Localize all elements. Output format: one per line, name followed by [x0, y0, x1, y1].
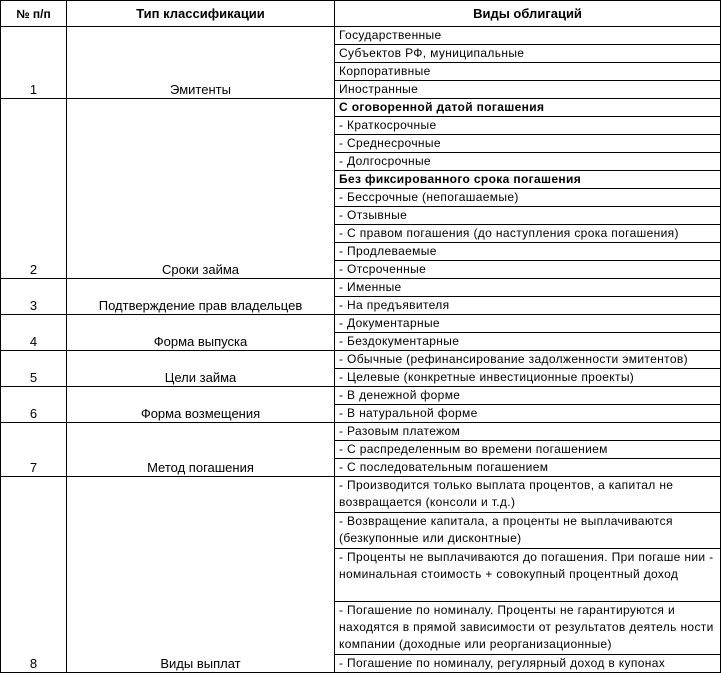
bond-kind-cell: - Краткосрочные	[335, 117, 721, 135]
bond-kind-cell: Корпоративные	[335, 63, 721, 81]
table-row	[1, 315, 721, 333]
row-number: 8	[1, 477, 67, 673]
row-number: 2	[1, 99, 67, 279]
bond-kind-cell: - Возвращение капитала, а проценты не выплачиваются (безкупонные или дисконтные)	[335, 513, 721, 549]
classification-type: Эмитенты	[67, 27, 335, 99]
classification-type: Форма возмещения	[67, 387, 335, 423]
row-number: 6	[1, 387, 67, 423]
bond-kind-cell: Без фиксированного срока погашения	[335, 171, 721, 189]
header-num: № п/п	[1, 1, 67, 27]
table-row	[1, 423, 721, 441]
bond-kind-cell: Государственные	[335, 27, 721, 45]
classification-type: Виды выплат	[67, 477, 335, 673]
bond-kind-cell: Субъектов РФ, муниципальные	[335, 45, 721, 63]
row-number: 5	[1, 351, 67, 387]
bond-kind-cell: - Погашение по номиналу, регулярный доход в купонах	[335, 655, 721, 673]
bond-kind-cell: - Среднесрочные	[335, 135, 721, 153]
table-row	[1, 387, 721, 405]
bond-kind-cell: - Производится только выплата процентов, а капитал не возвращается (консоли и т.д.)	[335, 477, 721, 513]
row-number: 1	[1, 27, 67, 99]
bond-kind-cell: - В натуральной форме	[335, 405, 721, 423]
bond-kind-cell: Иностранные	[335, 81, 721, 99]
table-row	[1, 279, 721, 297]
header-type: Тип классификации	[67, 1, 335, 27]
table-row	[1, 27, 721, 45]
header-row	[1, 1, 721, 27]
bond-kind-cell: - Целевые (конкретные инвестиционные проекты)	[335, 369, 721, 387]
bond-kind-cell: - В денежной форме	[335, 387, 721, 405]
table-row	[1, 477, 721, 513]
bond-kind-cell: - Отсроченные	[335, 261, 721, 279]
bond-kind-cell: - Документарные	[335, 315, 721, 333]
bond-kind-cell: - Бездокументарные	[335, 333, 721, 351]
bond-kind-cell: - Долгосрочные	[335, 153, 721, 171]
bond-kind-cell: - Отзывные	[335, 207, 721, 225]
classification-type: Подтверждение прав владельцев	[67, 279, 335, 315]
classification-type: Форма выпуска	[67, 315, 335, 351]
classification-type: Сроки займа	[67, 99, 335, 279]
classification-type: Метод погашения	[67, 423, 335, 477]
header-kinds: Виды облигаций	[335, 1, 721, 27]
table-row	[1, 99, 721, 117]
row-number: 7	[1, 423, 67, 477]
bond-kind-cell: - Разовым платежом	[335, 423, 721, 441]
bond-kind-cell: - С правом погашения (до наступления срока погашения)	[335, 225, 721, 243]
table-row	[1, 351, 721, 369]
bond-kind-cell: - Бессрочные (непогашаемые)	[335, 189, 721, 207]
bond-kind-cell: С оговоренной датой погашения	[335, 99, 721, 117]
row-number: 3	[1, 279, 67, 315]
bond-kind-cell: - На предъявителя	[335, 297, 721, 315]
bond-kind-cell: - Продлеваемые	[335, 243, 721, 261]
table-body	[1, 27, 721, 673]
classification-type: Цели займа	[67, 351, 335, 387]
bond-kind-cell: - Проценты не выплачиваются до погашения. При погаше нии - номинальная стоимость + совокупный процентный доход	[335, 549, 721, 602]
bond-kind-cell: - Обычные (рефинансирование задолженности эмитентов)	[335, 351, 721, 369]
bond-kind-cell: - С последовательным погашением	[335, 459, 721, 477]
row-number: 4	[1, 315, 67, 351]
bond-kind-cell: - С распределенным во времени погашением	[335, 441, 721, 459]
bond-kind-cell: - Именные	[335, 279, 721, 297]
bond-kind-cell: - Погашение по номиналу. Проценты не гарантируются и находятся в прямой зависимости от результатов деятель ности компании (доходные или реорганизационные)	[335, 602, 721, 655]
